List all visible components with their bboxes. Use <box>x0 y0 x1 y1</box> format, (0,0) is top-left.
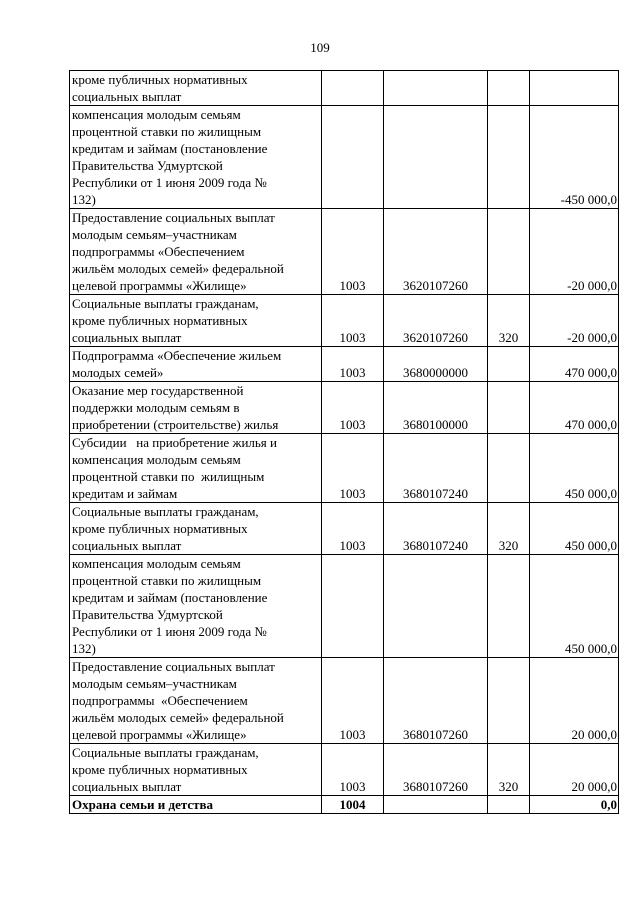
row-code <box>384 71 488 106</box>
row-code: 3680100000 <box>384 382 488 434</box>
table-row <box>70 106 619 209</box>
row-name: Социальные выплаты гражданам, кроме публичных нормативных социальных выплат <box>70 295 322 347</box>
row-code: 3680107240 <box>384 503 488 555</box>
row-amount: -20 000,0 <box>530 209 619 295</box>
row-code: 3680107240 <box>384 434 488 503</box>
row-name: кроме публичных нормативных социальных выплат <box>70 71 322 106</box>
row-code: 3680107260 <box>384 658 488 744</box>
table-row <box>70 71 619 106</box>
row-section: 1003 <box>322 382 384 434</box>
row-type <box>488 71 530 106</box>
row-name: компенсация молодым семьям процентной ставки по жилищным кредитам и займам (постановление Правительства Удмуртской Республики от 1 июня 2009 года № 132) <box>70 106 322 209</box>
row-type <box>488 796 530 814</box>
table-row <box>70 744 619 796</box>
row-code <box>384 106 488 209</box>
row-code <box>384 555 488 658</box>
table-row <box>70 209 619 295</box>
row-code <box>384 796 488 814</box>
row-amount: 20 000,0 <box>530 658 619 744</box>
row-name: Подпрограмма «Обеспечение жильем молодых семей» <box>70 347 322 382</box>
row-type <box>488 209 530 295</box>
row-amount: 450 000,0 <box>530 503 619 555</box>
row-amount <box>530 71 619 106</box>
row-name: Предоставление социальных выплат молодым семьям–участникам подпрограммы «Обеспечением жильём молодых семей» федеральной целевой программы «Жилище» <box>70 209 322 295</box>
row-section: 1003 <box>322 434 384 503</box>
row-section: 1003 <box>322 209 384 295</box>
row-name: Оказание мер государственной поддержки молодым семьям в приобретении (строительстве) жилья <box>70 382 322 434</box>
row-type: 320 <box>488 744 530 796</box>
row-section <box>322 71 384 106</box>
table-row <box>70 434 619 503</box>
row-type <box>488 382 530 434</box>
row-amount: -20 000,0 <box>530 295 619 347</box>
table-row <box>70 555 619 658</box>
row-section <box>322 555 384 658</box>
row-section: 1003 <box>322 347 384 382</box>
row-type: 320 <box>488 503 530 555</box>
table-row <box>70 503 619 555</box>
page-number: 109 <box>310 40 330 55</box>
row-code: 3680107260 <box>384 744 488 796</box>
row-name: Социальные выплаты гражданам, кроме публичных нормативных социальных выплат <box>70 503 322 555</box>
budget-table <box>69 70 619 814</box>
row-type <box>488 347 530 382</box>
table-row <box>70 347 619 382</box>
row-section: 1003 <box>322 503 384 555</box>
table-row <box>70 382 619 434</box>
row-name: Социальные выплаты гражданам, кроме публичных нормативных социальных выплат <box>70 744 322 796</box>
row-name: компенсация молодым семьям процентной ставки по жилищным кредитам и займам (постановление Правительства Удмуртской Республики от 1 июня 2009 года № 132) <box>70 555 322 658</box>
row-code: 3680000000 <box>384 347 488 382</box>
row-type <box>488 555 530 658</box>
row-name: Субсидии на приобретение жилья и компенсация молодым семьям процентной ставки по жилищным кредитам и займам <box>70 434 322 503</box>
row-section: 1003 <box>322 295 384 347</box>
row-type <box>488 434 530 503</box>
row-type <box>488 106 530 209</box>
table-row <box>70 295 619 347</box>
row-code: 3620107260 <box>384 295 488 347</box>
row-amount: 450 000,0 <box>530 434 619 503</box>
table-row <box>70 796 619 814</box>
row-section <box>322 106 384 209</box>
table-row <box>70 658 619 744</box>
row-section: 1004 <box>322 796 384 814</box>
row-amount: 450 000,0 <box>530 555 619 658</box>
row-amount: -450 000,0 <box>530 106 619 209</box>
row-section: 1003 <box>322 744 384 796</box>
row-amount: 470 000,0 <box>530 382 619 434</box>
row-type <box>488 658 530 744</box>
row-code: 3620107260 <box>384 209 488 295</box>
row-amount: 20 000,0 <box>530 744 619 796</box>
row-amount: 0,0 <box>530 796 619 814</box>
row-name: Охрана семьи и детства <box>70 796 322 814</box>
row-section: 1003 <box>322 658 384 744</box>
row-amount: 470 000,0 <box>530 347 619 382</box>
row-name: Предоставление социальных выплат молодым семьям–участникам подпрограммы «Обеспечением жильём молодых семей» федеральной целевой программы «Жилище» <box>70 658 322 744</box>
row-type: 320 <box>488 295 530 347</box>
